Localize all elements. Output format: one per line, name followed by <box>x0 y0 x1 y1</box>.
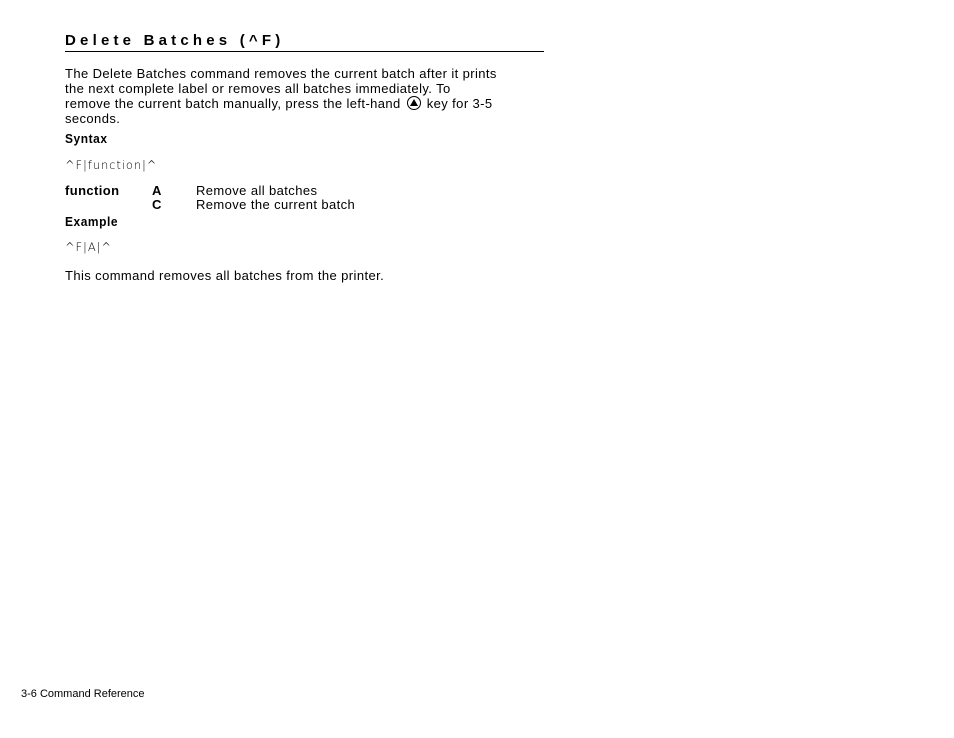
function-key-a: A <box>152 183 162 198</box>
syntax-heading: Syntax <box>65 131 108 146</box>
paragraph-line-4: seconds. <box>65 110 121 126</box>
section-title: Delete Batches (^F) <box>65 32 544 52</box>
intro-paragraph <box>65 67 545 126</box>
paragraph-line-1: The Delete Batches command removes the current batch after it prints <box>65 66 497 81</box>
paragraph-line-3-text: remove the current batch manually, press the left-hand <box>65 96 401 112</box>
function-desc-c: Remove the current batch <box>196 197 356 212</box>
example-heading: Example <box>65 214 119 229</box>
paragraph-line-3 <box>65 96 545 112</box>
function-desc-a: Remove all batches <box>196 183 318 198</box>
paragraph-line-3-tail: key for 3-5 <box>422 96 493 112</box>
paragraph-line-2: the next complete label or removes all batches immediately. To <box>65 80 451 96</box>
example-note: This command removes all batches from the printer. <box>65 268 385 283</box>
function-key-c: C <box>152 197 162 212</box>
syntax-code: ^F|function|^ <box>65 158 158 172</box>
up-arrow-key-icon <box>407 96 421 110</box>
page-footer: 3-6 Command Reference <box>21 688 145 700</box>
example-code: ^F|A|^ <box>65 240 112 254</box>
function-label: function <box>65 183 120 198</box>
